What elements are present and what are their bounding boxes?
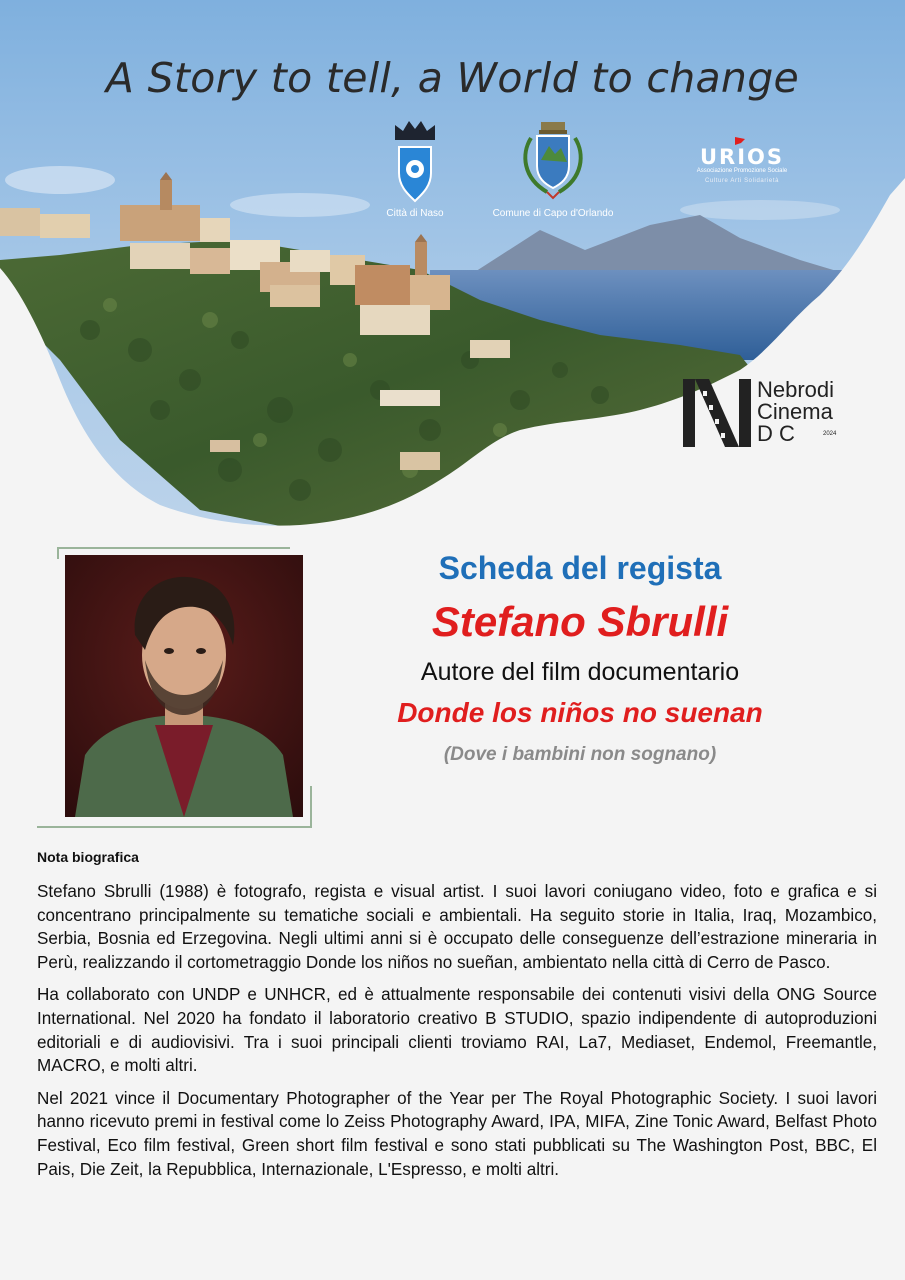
naso-logo-caption: Città di Naso bbox=[386, 208, 444, 219]
urios-logo-tagline: Culture Arti Solidarietà bbox=[704, 178, 780, 184]
bio-title: Nota biografica bbox=[37, 849, 139, 865]
profile-heading: Scheda del regista bbox=[438, 550, 722, 586]
urios-logo-name: URIOS bbox=[699, 145, 784, 169]
bio-text bbox=[37, 880, 877, 1190]
director-portrait-photo bbox=[65, 555, 303, 817]
photo-frame-line bbox=[57, 547, 290, 549]
bio-paragraph: Nel 2021 vince il Documentary Photographer of the Year per The Royal Photographic Society. I suoi lavori hanno ricevuto premi in festival come lo Zeiss Photography Award, IPA, MIFA, Zine Tonic Award, Belfast Photo Festival, Eco film festival, Green short film festival e sono stati pubblicati su The Washington Post, BBC, El Pais, Die Zeit, la Repubblica, Internazionale, L'Espresso, e molti altri. bbox=[37, 1088, 877, 1179]
nebrodi-logo-year: 2024 bbox=[823, 431, 837, 437]
naso-crest-logo bbox=[391, 117, 439, 207]
bio-paragraph: Stefano Sbrulli (1988) è fotografo, regista e visual artist. I suoi lavori coniugano video, foto e grafica e si concentrano principalmente su tematiche sociali e ambientali. Ha seguito storie in Italia, Iraq, Mozambico, Serbia, Bosnia ed Erzegovina. Negli ultimi anni si è occupato delle conseguenze dell’estrazione mineraria in Perù, realizzando il cortometraggio Donde los niños no sueñan, ambientato nella città di Cerro de Pasco. bbox=[37, 882, 877, 972]
bio-paragraph: Ha collaborato con UNDP e UNHCR, ed è attualmente responsabile dei contenuti visivi della ONG Source International. Nel 2020 ha fondato il laboratorio creativo B STUDIO, spazio indipendente di autoproduzioni editoriali e di audiovisivi. Tra i suoi principali clienti troviamo RAI, La7, Mediaset, Endemol, Freemantle, MACRO, e molti altri. bbox=[37, 985, 877, 1076]
capo-orlando-crest-logo bbox=[517, 120, 589, 200]
urios-logo-subtitle: Associazione Promozione Sociale bbox=[696, 168, 788, 174]
film-title-translation: (Dove i bambini non sognano) bbox=[443, 744, 717, 765]
director-name: Stefano Sbrulli bbox=[431, 598, 729, 645]
photo-frame-line bbox=[310, 786, 312, 828]
page-slogan: A Story to tell, a World to change bbox=[105, 54, 800, 102]
director-role: Autore del film documentario bbox=[420, 658, 740, 686]
nebrodi-line-3: D C bbox=[757, 421, 795, 446]
photo-frame-line bbox=[57, 547, 59, 559]
capo-orlando-logo-caption: Comune di Capo d'Orlando bbox=[492, 208, 614, 219]
nebrodi-line-2: Cinema bbox=[757, 399, 833, 424]
photo-frame-line bbox=[37, 826, 312, 828]
film-title: Donde los niños no suenan bbox=[397, 697, 763, 728]
nebrodi-cinema-doc-logo bbox=[683, 379, 755, 449]
nebrodi-line-1: Nebrodi bbox=[757, 377, 835, 402]
